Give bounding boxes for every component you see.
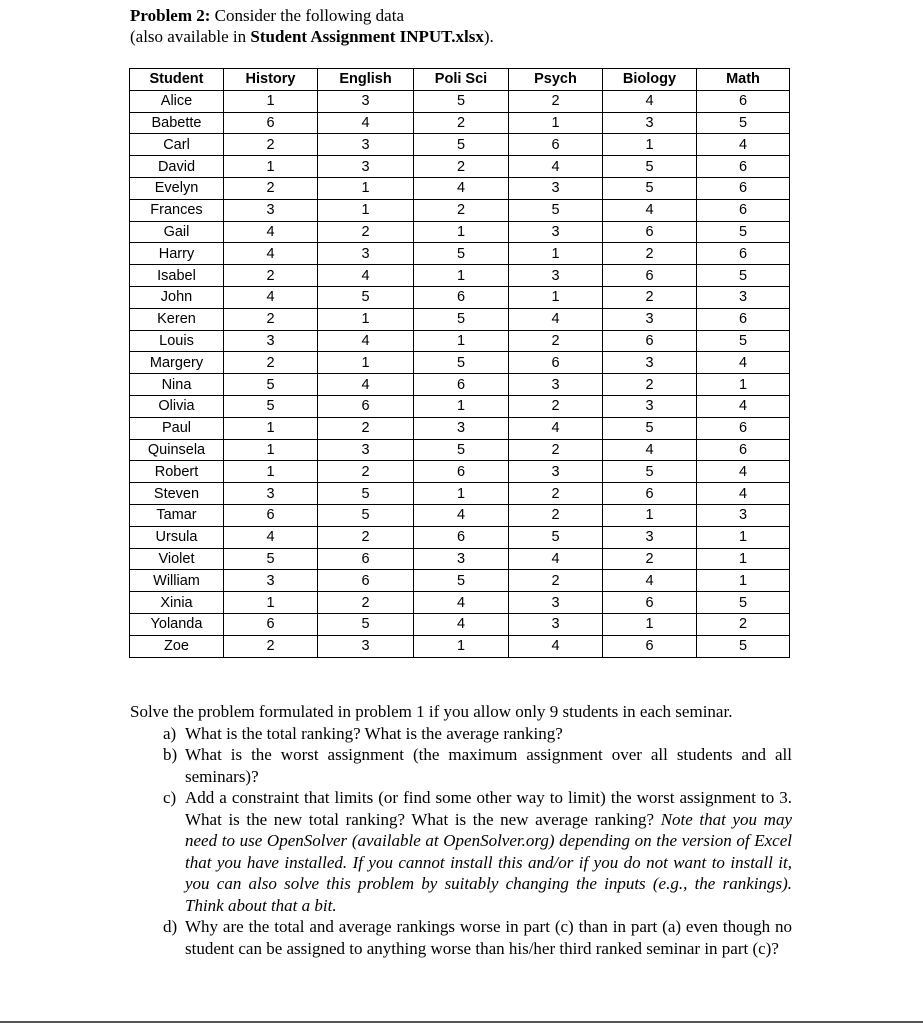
ranking-cell: 4 [697,134,790,156]
student-name-cell: Nina [130,374,224,396]
ranking-cell: 5 [318,483,414,505]
student-name-cell: Babette [130,112,224,134]
student-name-cell: Tamar [130,504,224,526]
ranking-cell: 1 [224,156,318,178]
problem-intro: Solve the problem formulated in problem 1 if you allow only 9 students in each seminar. [130,702,733,721]
ranking-cell: 6 [414,374,509,396]
ranking-cell: 5 [414,134,509,156]
ranking-cell: 6 [603,330,697,352]
ranking-cell: 4 [414,177,509,199]
ranking-cell: 4 [224,526,318,548]
ranking-cell: 5 [224,374,318,396]
ranking-cell: 2 [509,330,603,352]
ranking-cell: 2 [509,395,603,417]
student-name-cell: Keren [130,308,224,330]
ranking-cell: 3 [318,243,414,265]
column-header-math: Math [697,69,790,91]
ranking-cell: 1 [414,330,509,352]
ranking-cell: 3 [603,526,697,548]
ranking-cell: 2 [318,461,414,483]
header-line-1 [130,5,494,26]
question-text: Add a constraint that limits (or find some other way to limit) the worst assignment to 3. What is the new total ranking? What is the new average ranking? [185,788,792,829]
ranking-cell: 5 [414,308,509,330]
column-header-english: English [318,69,414,91]
header-line-1-text: Consider the following data [210,6,404,25]
ranking-cell: 6 [697,308,790,330]
student-name-cell: Louis [130,330,224,352]
table-row [130,112,790,134]
ranking-cell: 5 [697,592,790,614]
table-row [130,374,790,396]
student-name-cell: Alice [130,90,224,112]
ranking-cell: 6 [318,570,414,592]
column-header-poli-sci: Poli Sci [414,69,509,91]
ranking-cell: 6 [509,134,603,156]
ranking-cell: 3 [318,635,414,657]
ranking-cell: 4 [414,613,509,635]
ranking-cell: 5 [697,112,790,134]
student-name-cell: Steven [130,483,224,505]
page-bottom-rule [0,1021,923,1023]
ranking-cell: 4 [509,548,603,570]
ranking-cell: 5 [697,221,790,243]
ranking-cell: 5 [414,90,509,112]
ranking-cell: 1 [224,90,318,112]
ranking-cell: 6 [697,90,790,112]
table-row [130,417,790,439]
ranking-cell: 4 [318,265,414,287]
ranking-cell: 3 [509,613,603,635]
student-name-cell: Gail [130,221,224,243]
ranking-cell: 6 [697,417,790,439]
table-row [130,395,790,417]
ranking-cell: 6 [414,461,509,483]
ranking-cell: 2 [509,570,603,592]
question-list [130,723,792,960]
ranking-cell: 4 [224,286,318,308]
ranking-cell: 6 [697,177,790,199]
ranking-cell: 1 [318,199,414,221]
column-header-biology: Biology [603,69,697,91]
ranking-cell: 1 [509,243,603,265]
ranking-cell: 4 [318,112,414,134]
ranking-cell: 3 [509,592,603,614]
student-name-cell: Robert [130,461,224,483]
ranking-cell: 4 [509,156,603,178]
ranking-cell: 2 [414,199,509,221]
ranking-cell: 1 [414,265,509,287]
ranking-cell: 1 [224,461,318,483]
ranking-cell: 1 [414,483,509,505]
ranking-cell: 5 [509,526,603,548]
question-d [130,916,792,959]
ranking-cell: 4 [697,352,790,374]
ranking-cell: 5 [414,352,509,374]
ranking-cell: 5 [318,613,414,635]
ranking-cell: 1 [697,526,790,548]
ranking-cell: 3 [414,417,509,439]
ranking-cell: 2 [603,548,697,570]
student-name-cell: Olivia [130,395,224,417]
ranking-cell: 6 [697,199,790,221]
header-line-2-pre: (also available in [130,27,251,46]
table-row [130,330,790,352]
student-name-cell: Paul [130,417,224,439]
header-line-2 [130,26,494,47]
ranking-cell: 2 [318,526,414,548]
ranking-cell: 6 [224,613,318,635]
ranking-cell: 1 [509,286,603,308]
ranking-cell: 3 [509,265,603,287]
ranking-cell: 6 [414,286,509,308]
table-row [130,439,790,461]
ranking-cell: 2 [318,592,414,614]
problem-label: Problem 2: [130,6,211,25]
ranking-cell: 3 [603,395,697,417]
ranking-cell: 3 [224,570,318,592]
ranking-cell: 1 [603,504,697,526]
header-line-2-post: ). [483,27,494,46]
ranking-cell: 1 [224,592,318,614]
ranking-cell: 6 [224,504,318,526]
column-header-history: History [224,69,318,91]
ranking-cell: 2 [603,243,697,265]
ranking-cell: 5 [318,504,414,526]
ranking-cell: 5 [414,439,509,461]
ranking-cell: 1 [603,134,697,156]
table-row [130,221,790,243]
table-row [130,90,790,112]
question-text: What is the worst assignment (the maximum assignment over all students and all seminars)? [185,745,792,786]
table-row [130,613,790,635]
table-row [130,635,790,657]
student-name-cell: Isabel [130,265,224,287]
table-row [130,592,790,614]
ranking-cell: 5 [224,395,318,417]
ranking-cell: 2 [509,439,603,461]
ranking-cell: 3 [509,177,603,199]
student-name-cell: Frances [130,199,224,221]
ranking-cell: 5 [697,330,790,352]
ranking-cell: 3 [224,330,318,352]
question-note: Note that you may need to use OpenSolver (available at OpenSolver.org) depending on the version of Excel that you have installed. If you cannot install this and/or if you do not want to install it, you can also solve this problem by suitably changing the inputs (e.g., the rankings). Think about that a bit. [185,809,792,915]
ranking-cell: 4 [414,504,509,526]
ranking-cell: 4 [318,330,414,352]
ranking-cell: 6 [603,221,697,243]
ranking-cell: 5 [509,199,603,221]
table-row [130,548,790,570]
ranking-cell: 5 [697,635,790,657]
question-a [130,723,792,745]
ranking-cell: 2 [509,504,603,526]
question-label: c) [163,788,177,807]
ranking-cell: 6 [224,112,318,134]
ranking-cell: 3 [414,548,509,570]
question-text: What is the total ranking? What is the average ranking? [185,723,563,743]
ranking-cell: 5 [318,286,414,308]
ranking-cell: 1 [224,417,318,439]
ranking-cell: 2 [603,374,697,396]
student-name-cell: John [130,286,224,308]
ranking-cell: 5 [603,417,697,439]
ranking-cell: 2 [318,221,414,243]
ranking-cell: 3 [509,461,603,483]
ranking-cell: 5 [603,461,697,483]
ranking-cell: 3 [603,308,697,330]
question-text: Why are the total and average rankings worse in part (c) than in part (a) even though no student can be assigned to anything worse than his/her third ranked seminar in part (c)? [185,917,792,958]
student-name-cell: David [130,156,224,178]
ranking-cell: 1 [414,221,509,243]
table-row [130,177,790,199]
ranking-cell: 3 [224,483,318,505]
question-label: a) [163,723,177,743]
student-name-cell: Quinsela [130,439,224,461]
problem-text [130,701,792,959]
ranking-cell: 1 [318,352,414,374]
ranking-cell: 4 [603,199,697,221]
ranking-cell: 1 [414,635,509,657]
ranking-cell: 2 [224,177,318,199]
student-name-cell: Margery [130,352,224,374]
student-name-cell: Evelyn [130,177,224,199]
table-row [130,308,790,330]
ranking-cell: 6 [603,265,697,287]
ranking-cell: 2 [224,134,318,156]
ranking-cell: 2 [224,308,318,330]
ranking-cell: 3 [509,221,603,243]
student-name-cell: Harry [130,243,224,265]
ranking-cell: 3 [318,134,414,156]
ranking-cell: 1 [697,548,790,570]
ranking-cell: 1 [224,439,318,461]
ranking-cell: 3 [318,90,414,112]
table-row [130,134,790,156]
ranking-cell: 4 [509,635,603,657]
ranking-cell: 2 [224,635,318,657]
ranking-cell: 4 [224,221,318,243]
ranking-cell: 1 [697,374,790,396]
table-row [130,504,790,526]
question-label: b) [163,745,178,764]
ranking-cell: 6 [603,592,697,614]
question-c [130,787,792,916]
ranking-cell: 1 [318,177,414,199]
ranking-cell: 1 [318,308,414,330]
ranking-cell: 2 [414,112,509,134]
input-filename: Student Assignment INPUT.xlsx [250,27,484,46]
ranking-cell: 4 [603,439,697,461]
question-label: d) [163,917,178,936]
ranking-cell: 2 [509,90,603,112]
ranking-cell: 3 [224,199,318,221]
ranking-cell: 1 [603,613,697,635]
table-row [130,265,790,287]
ranking-cell: 4 [509,417,603,439]
column-header-psych: Psych [509,69,603,91]
ranking-cell: 5 [697,265,790,287]
table-header-row [130,69,790,91]
student-name-cell: Carl [130,134,224,156]
ranking-cell: 6 [697,243,790,265]
ranking-cell: 2 [224,352,318,374]
table-row [130,461,790,483]
table-body [130,90,790,657]
ranking-cell: 4 [509,308,603,330]
student-name-cell: William [130,570,224,592]
ranking-cell: 4 [697,461,790,483]
student-name-cell: Ursula [130,526,224,548]
ranking-cell: 5 [414,570,509,592]
ranking-cell: 6 [509,352,603,374]
ranking-cell: 6 [697,439,790,461]
ranking-cell: 2 [414,156,509,178]
ranking-cell: 5 [603,177,697,199]
ranking-cell: 6 [318,548,414,570]
ranking-cell: 4 [603,570,697,592]
ranking-cell: 3 [603,112,697,134]
table-row [130,199,790,221]
table-row [130,156,790,178]
ranking-cell: 2 [603,286,697,308]
ranking-cell: 2 [697,613,790,635]
student-name-cell: Yolanda [130,613,224,635]
question-b [130,744,792,787]
table-row [130,570,790,592]
ranking-cell: 5 [603,156,697,178]
table-row [130,243,790,265]
ranking-cell: 4 [697,483,790,505]
ranking-cell: 3 [509,374,603,396]
ranking-cell: 3 [697,504,790,526]
ranking-cell: 2 [224,265,318,287]
ranking-cell: 4 [414,592,509,614]
ranking-cell: 4 [318,374,414,396]
ranking-cell: 5 [414,243,509,265]
ranking-cell: 3 [697,286,790,308]
ranking-cell: 1 [509,112,603,134]
student-name-cell: Violet [130,548,224,570]
ranking-cell: 3 [318,156,414,178]
student-rankings-table [129,68,790,658]
problem-header [130,5,494,47]
ranking-cell: 2 [509,483,603,505]
ranking-cell: 4 [224,243,318,265]
ranking-cell: 1 [697,570,790,592]
ranking-cell: 5 [224,548,318,570]
ranking-cell: 6 [697,156,790,178]
table-row [130,352,790,374]
ranking-cell: 1 [414,395,509,417]
ranking-cell: 4 [697,395,790,417]
ranking-cell: 6 [318,395,414,417]
ranking-cell: 6 [603,635,697,657]
column-header-student: Student [130,69,224,91]
student-name-cell: Zoe [130,635,224,657]
ranking-cell: 6 [603,483,697,505]
ranking-cell: 3 [318,439,414,461]
table-row [130,483,790,505]
ranking-cell: 3 [603,352,697,374]
ranking-cell: 6 [414,526,509,548]
table-row [130,286,790,308]
student-name-cell: Xinia [130,592,224,614]
ranking-cell: 2 [318,417,414,439]
table-row [130,526,790,548]
ranking-cell: 4 [603,90,697,112]
